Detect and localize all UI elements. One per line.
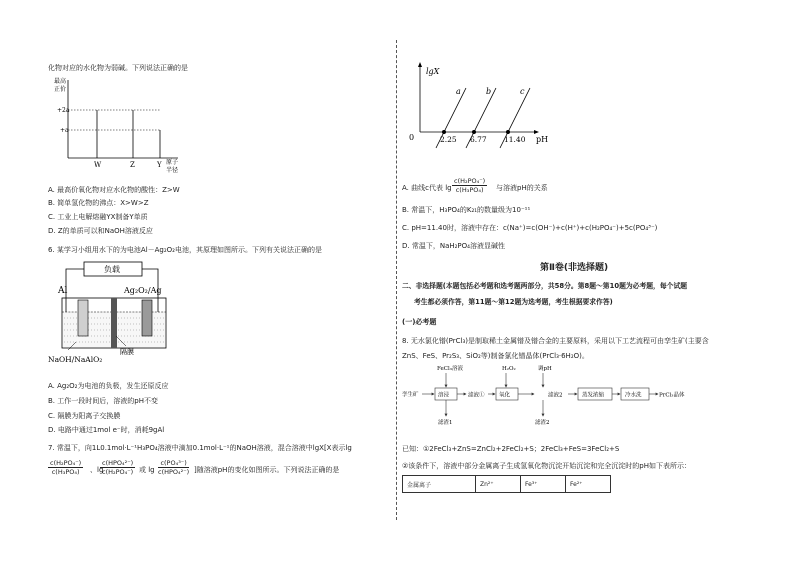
q6-option-d: D. 电路中通过1mol e⁻时，消耗9gAl — [48, 426, 165, 434]
al-label: Al — [58, 286, 68, 296]
load-label: 负载 — [104, 265, 120, 274]
q7-option-b: B. 常温下，H₃PO₄的K₂₁的数量级为10⁻¹¹ — [402, 206, 531, 214]
tick-label: 2.25 — [440, 135, 457, 144]
chart2-ylabel: lgX — [426, 67, 440, 76]
table-header-cell: Fe³⁺ — [521, 476, 566, 493]
y-label-bottom: 正价 — [54, 86, 67, 93]
intercept-point — [442, 130, 446, 134]
column-divider — [396, 40, 398, 520]
flow-cool: 冷水洗 — [625, 392, 642, 399]
q7-option-a-prefix: A. 曲线c代表 lg — [402, 184, 452, 192]
intercept-point — [472, 130, 476, 134]
q6-option-b: B. 工作一段时间后，溶液的pH不变 — [48, 397, 158, 405]
q7-option-c: C. pH=11.40时，溶液中存在：c(Na⁺)=c(OH⁻)+c(H⁺)+c(H₂PO₄⁻)+5c(PO₄³⁻) — [402, 224, 658, 232]
tick-a: +a — [60, 127, 69, 134]
line-label: c — [520, 87, 525, 96]
flow-filtrate2: 滤液2 — [548, 392, 563, 399]
ag-label: Ag₂O₂/Ag — [124, 286, 162, 295]
flow-evap: 蒸发浓缩 — [582, 392, 605, 399]
question-6-stem: 6. 某学习小组用水下的为电池Al－Ag₂O₂电池，其原理如图所示。下列有关说法正确的是 — [48, 246, 322, 254]
x-label-top: 原子 — [166, 159, 179, 166]
q7-option-a-suffix: 与溶液pH的关系 — [496, 184, 548, 192]
q5-option-b: B. 简单氢化物的沸点：X>W>Z — [48, 199, 149, 207]
tick-label: 11.40 — [504, 135, 526, 144]
category-W: W — [94, 161, 102, 169]
q8-line-2: ZnS、FeS、Pr₂S₃、SiO₂等)制备氯化镨晶体(PrCl₃·6H₂O)。 — [402, 352, 589, 360]
question-7-stem: 7. 常温下，向1L0.1mol·L⁻¹H₃PO₄溶液中滴加0.1mol·L⁻¹的NaOH溶液，混合溶液中lgX[X表示lg — [48, 444, 352, 452]
valence-radius-chart — [40, 74, 200, 174]
process-flow-diagram — [400, 362, 700, 428]
chart2-lines — [436, 87, 530, 148]
flow-oxidize: 氧化 — [499, 392, 511, 399]
q5-option-c: C. 工业上电解熔融YX制备Y单质 — [48, 213, 148, 221]
flow-residue2: 滤渣2 — [535, 420, 550, 426]
membrane — [111, 298, 117, 348]
known-2: ②该条件下，溶液中部分金属离子生成氢氧化物沉淀开始沉淀和完全沉淀时的pH如下表所示： — [402, 462, 691, 470]
chart2-xlabel: pH — [536, 135, 549, 144]
x-label-bottom: 半径 — [166, 167, 179, 174]
flow-leach: 溶浸 — [438, 392, 450, 399]
table-header-row — [403, 476, 611, 493]
question-5-intro: 化物对应的水化物为弱碱。下列说法正确的是 — [48, 64, 188, 72]
electrolyte-label: NaOH/NaAlO₂ — [48, 355, 103, 364]
category-Y: Y — [157, 161, 162, 169]
frac3-den: c(HPO₄²⁻) — [158, 468, 190, 476]
intercept-point — [506, 130, 510, 134]
flow-filtrate1: 滤液① — [468, 392, 485, 399]
q7-fraction-1 — [48, 459, 83, 476]
ag-electrode — [142, 300, 152, 336]
q7-or: 或 lg — [139, 466, 155, 474]
frac1-num: c(H₂PO₄⁻) — [50, 459, 82, 467]
flow-fecl3: FeCl₃溶液 — [437, 366, 463, 372]
table-header-cell: 金属离子 — [403, 476, 476, 493]
q7-fraction-2 — [100, 459, 135, 476]
frac1-den: c(H₃PO₄) — [51, 468, 80, 476]
table-header-cell: Zn²⁺ — [476, 476, 521, 493]
membrane-label: 隔膜 — [120, 348, 134, 356]
known-1: 已知：①2FeCl₃+ZnS=ZnCl₂+2FeCl₂+S；2FeCl₃+FeS=3FeCl₂+S — [402, 445, 620, 453]
flow-residue1: 滤渣1 — [438, 420, 453, 426]
flow-h2o2: H₂O₂ — [502, 366, 516, 372]
flow-ph: 调pH — [538, 366, 552, 372]
opta-den: c(H₃PO₄) — [455, 186, 484, 194]
q6-option-c: C. 隔膜为阳离子交换膜 — [48, 412, 121, 420]
section-title: 第Ⅱ卷(非选择题) — [540, 263, 609, 273]
ion-ph-table — [402, 475, 611, 493]
flow-product: PrCl₃晶体 — [659, 392, 685, 399]
al-electrode — [78, 300, 88, 336]
section-desc-2: 考生都必须作答，第11题～第12题为选考题，考生根据要求作答) — [414, 298, 613, 306]
opta-num: c(H₂PO₄⁻) — [454, 177, 486, 185]
flow-ore: 孪生矿 — [402, 392, 419, 398]
battery-diagram — [46, 258, 186, 366]
q7-option-d: D. 常温下，NaH₂PO₄溶液显碱性 — [402, 242, 505, 250]
q5-option-d: D. Z的单质可以和NaOH溶液反应 — [48, 227, 153, 235]
table-header-cell: Fe²⁺ — [566, 476, 611, 493]
line-label: b — [486, 87, 492, 96]
section-desc-1: 二、非选择题(本题包括必考题和选考题两部分，共58分。第8题～第10题为必考题，每个试题 — [402, 282, 688, 290]
frac2-den: c(H₂PO₄⁻) — [102, 468, 134, 476]
tick-label: 6.77 — [470, 135, 487, 144]
q7-fraction-3 — [158, 459, 189, 476]
tick-2a: +2a — [57, 107, 70, 114]
q8-line-1: 8. 无水氯化镨(PrCl₃)是制取稀土金属镨及镨合金的主要原料，采用以下工艺流程可由孪生矿(主要含 — [402, 337, 709, 345]
q7-option-a-fraction — [452, 177, 487, 194]
frac3-num: c(PO₄³⁻) — [158, 459, 189, 468]
q7-lg: 、lg — [90, 466, 104, 474]
lgx-ph-chart — [404, 60, 554, 152]
chart2-origin: 0 — [409, 133, 415, 142]
q7-tail: ]随溶液pH的变化如图所示。下列说法正确的是 — [194, 466, 340, 474]
q5-option-a: A. 最高价氧化物对应水化物的酸性：Z>W — [48, 186, 180, 194]
category-Z: Z — [130, 161, 135, 169]
required-heading: (一)必考题 — [402, 318, 437, 326]
q6-option-a: A. Ag₂O₂为电池的负极，发生还原反应 — [48, 382, 169, 390]
line-label: a — [456, 87, 461, 96]
frac2-num: c(HPO₄²⁻) — [102, 459, 134, 467]
y-label-top: 最高 — [54, 78, 67, 85]
